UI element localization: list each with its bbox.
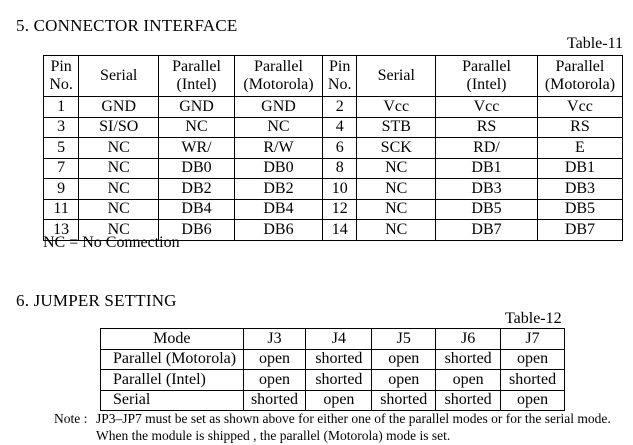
table-cell: SCK xyxy=(357,138,436,159)
jumper-cell: shorted xyxy=(501,370,565,391)
table-cell: DB2 xyxy=(234,179,322,200)
table-cell: 2 xyxy=(323,97,357,118)
table-row xyxy=(44,138,623,159)
table-cell: 13 xyxy=(44,220,79,241)
table-cell: DB6 xyxy=(234,220,322,241)
table-cell: 6 xyxy=(323,138,357,159)
table-cell: R/W xyxy=(234,138,322,159)
table-row xyxy=(101,370,565,391)
table-cell: GND xyxy=(159,97,235,118)
jumper-cell: shorted xyxy=(436,349,501,370)
table-cell: DB1 xyxy=(537,158,622,179)
header-cell: Parallel (Intel) xyxy=(159,56,235,97)
table-cell: 4 xyxy=(323,117,357,138)
header-cell: J4 xyxy=(306,329,372,350)
table-cell: NC xyxy=(79,179,159,200)
table-row xyxy=(101,349,565,370)
table-cell: Vcc xyxy=(436,97,538,118)
header-cell: Serial xyxy=(357,56,436,97)
header-cell: Pin No. xyxy=(323,56,357,97)
table-cell: 9 xyxy=(44,179,79,200)
jumper-cell: open xyxy=(243,370,306,391)
table-cell: 3 xyxy=(44,117,79,138)
table-cell: DB7 xyxy=(436,220,538,241)
connector-interface-table xyxy=(43,55,623,241)
header-cell: J5 xyxy=(372,329,436,350)
table-cell: NC xyxy=(234,117,322,138)
table-cell: NC xyxy=(357,179,436,200)
table-cell: DB5 xyxy=(436,199,538,220)
header-cell: J6 xyxy=(436,329,501,350)
section-5-title: 5. CONNECTOR INTERFACE xyxy=(16,16,238,35)
table-11-caption: Table-11 xyxy=(566,35,623,52)
table-row xyxy=(44,117,623,138)
jumper-cell: open xyxy=(436,370,501,391)
table-cell: 12 xyxy=(323,199,357,220)
table-cell: 11 xyxy=(44,199,79,220)
table-cell: DB4 xyxy=(159,199,235,220)
table-cell: 1 xyxy=(44,97,79,118)
jumper-cell: shorted xyxy=(436,390,501,411)
table-row xyxy=(44,199,623,220)
jumper-cell: shorted xyxy=(372,390,436,411)
table-cell: DB5 xyxy=(537,199,622,220)
table-row xyxy=(44,179,623,200)
jumper-cell: shorted xyxy=(243,390,306,411)
jumper-cell: open xyxy=(372,349,436,370)
note-line-2: When the module is shipped , the parallel (Motorola) mode is set. xyxy=(96,428,451,443)
table-cell: SI/SO xyxy=(79,117,159,138)
table-cell: DB7 xyxy=(537,220,622,241)
table-cell: DB6 xyxy=(159,220,235,241)
table-cell: WR/ xyxy=(159,138,235,159)
table-cell: DB4 xyxy=(234,199,322,220)
table-header-row xyxy=(101,329,565,350)
table-cell: Vcc xyxy=(357,97,436,118)
header-cell: Pin No. xyxy=(44,56,79,97)
header-cell: Serial xyxy=(79,56,159,97)
no-connection-footnote: NC = No Connection xyxy=(43,234,180,251)
table-cell: NC xyxy=(79,158,159,179)
table-cell: 5 xyxy=(44,138,79,159)
table-row xyxy=(44,97,623,118)
header-cell: Parallel (Motorola) xyxy=(234,56,322,97)
table-cell: E xyxy=(537,138,622,159)
table-header-row xyxy=(44,56,623,97)
mode-cell: Parallel (Intel) xyxy=(101,370,244,391)
table-row xyxy=(44,158,623,179)
jumper-cell: open xyxy=(501,390,565,411)
jumper-cell: shorted xyxy=(306,349,372,370)
table-cell: DB3 xyxy=(436,179,538,200)
header-cell: J7 xyxy=(501,329,565,350)
header-cell: Parallel (Motorola) xyxy=(537,56,622,97)
table-cell: GND xyxy=(79,97,159,118)
table-cell: DB0 xyxy=(159,158,235,179)
table-12-caption: Table-12 xyxy=(505,310,562,327)
jumper-cell: open xyxy=(306,390,372,411)
note-line-1: JP3–JP7 must be set as shown above for either one of the parallel modes or for the serial mode. xyxy=(96,411,611,426)
header-cell: J3 xyxy=(243,329,306,350)
table-cell: DB0 xyxy=(234,158,322,179)
table-cell: 8 xyxy=(323,158,357,179)
jumper-cell: open xyxy=(243,349,306,370)
table-cell: NC xyxy=(357,220,436,241)
jumper-cell: open xyxy=(501,349,565,370)
table-cell: NC xyxy=(79,220,159,241)
mode-cell: Serial xyxy=(101,390,244,411)
table-cell: RD/ xyxy=(436,138,538,159)
jumper-cell: shorted xyxy=(306,370,372,391)
table-cell: NC xyxy=(357,199,436,220)
table-cell: Vcc xyxy=(537,97,622,118)
table-cell: 14 xyxy=(323,220,357,241)
jumper-note xyxy=(54,410,611,444)
note-label: Note : xyxy=(54,411,88,426)
table-cell: RS xyxy=(537,117,622,138)
table-cell: NC xyxy=(79,138,159,159)
table-cell: STB xyxy=(357,117,436,138)
table-row xyxy=(101,390,565,411)
mode-cell: Parallel (Motorola) xyxy=(101,349,244,370)
jumper-setting-table xyxy=(100,328,565,411)
table-cell: NC xyxy=(357,158,436,179)
table-cell: RS xyxy=(436,117,538,138)
table-cell: NC xyxy=(159,117,235,138)
header-cell: Mode xyxy=(101,329,244,350)
table-cell: DB3 xyxy=(537,179,622,200)
header-cell: Parallel (Intel) xyxy=(436,56,538,97)
table-cell: NC xyxy=(79,199,159,220)
jumper-cell: open xyxy=(372,370,436,391)
table-cell: GND xyxy=(234,97,322,118)
table-cell: DB1 xyxy=(436,158,538,179)
table-cell: 7 xyxy=(44,158,79,179)
table-cell: DB2 xyxy=(159,179,235,200)
section-6-title: 6. JUMPER SETTING xyxy=(16,291,177,310)
table-cell: 10 xyxy=(323,179,357,200)
